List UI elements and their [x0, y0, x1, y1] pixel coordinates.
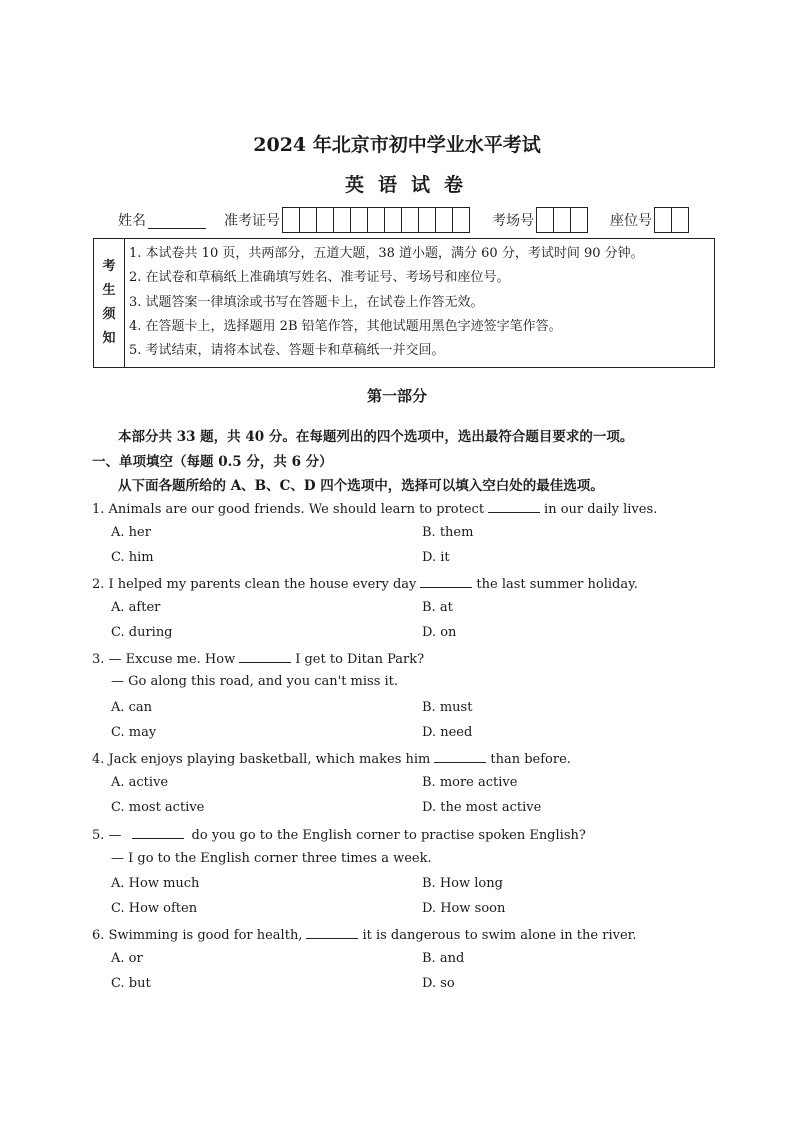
option-c: C. most active	[111, 800, 205, 815]
option-d: D. the most active	[422, 800, 542, 815]
answer-blank	[239, 650, 291, 663]
option-a: A. or	[111, 951, 143, 966]
option-b: B. at	[422, 600, 453, 615]
question-stem: 6. Swimming is good for health, it is dangerous to swim alone in the river.	[92, 928, 637, 943]
exam-number-boxes[interactable]	[282, 207, 470, 233]
question-stem: 2. I helped my parents clean the house every day the last summer holiday.	[92, 577, 638, 592]
answer-blank	[488, 500, 540, 513]
candidate-notice-box	[93, 238, 715, 368]
option-a: A. after	[111, 600, 161, 615]
option-c: C. during	[111, 625, 173, 640]
option-d: D. it	[422, 550, 450, 565]
answer-blank	[420, 575, 472, 588]
option-b: B. must	[422, 700, 473, 715]
question-stem: 1. Animals are our good friends. We should learn to protect in our daily lives.	[92, 502, 658, 517]
part-title: 一、单项填空（每题 0.5 分，共 6 分）	[92, 454, 333, 470]
option-d: D. need	[422, 725, 473, 740]
notice-side-label: 考 生 须 知	[94, 239, 125, 367]
exam-room-boxes[interactable]	[536, 207, 588, 233]
notice-item: 3. 试题答案一律填涂或书写在答题卡上，在试卷上作答无效。	[129, 294, 484, 310]
seat-number-label: 座位号	[610, 213, 652, 229]
exam-room-label: 考场号	[492, 213, 534, 229]
question-stem: 4. Jack enjoys playing basketball, which makes him than before.	[92, 752, 571, 767]
paper-subtitle: 英语试卷	[344, 174, 477, 196]
option-d: D. on	[422, 625, 457, 640]
option-c: C. him	[111, 550, 154, 565]
exam-number-label: 准考证号	[224, 213, 280, 229]
option-b: B. them	[422, 525, 474, 540]
option-b: B. How long	[422, 876, 503, 891]
option-d: D. How soon	[422, 901, 506, 916]
part-instruction: 从下面各题所给的 A、B、C、D 四个选项中，选择可以填入空白处的最佳选项。	[118, 478, 604, 494]
option-a: A. her	[111, 525, 151, 540]
dialogue-reply: — Go along this road, and you can't miss it.	[111, 674, 399, 689]
option-b: B. more active	[422, 775, 518, 790]
option-c: C. but	[111, 976, 151, 991]
notice-item: 2. 在试卷和草稿纸上准确填写姓名、准考证号、考场号和座位号。	[129, 270, 510, 286]
notice-item: 5. 考试结束，请将本试卷、答题卡和草稿纸一并交回。	[129, 343, 445, 359]
name-field[interactable]	[148, 212, 206, 229]
exam-title: 2024 年北京市初中学业水平考试	[253, 134, 541, 156]
name-label: 姓名	[118, 213, 146, 229]
notice-item: 4. 在答题卡上，选择题用 2B 铅笔作答，其他试题用黑色字迹签字笔作答。	[129, 318, 562, 334]
option-c: C. may	[111, 725, 157, 740]
option-a: A. How much	[111, 876, 200, 891]
option-a: A. active	[111, 775, 169, 790]
option-b: B. and	[422, 951, 465, 966]
question-stem: 5. — do you go to the English corner to practise spoken English?	[92, 828, 586, 843]
answer-blank	[434, 750, 486, 763]
notice-item: 1. 本试卷共 10 页，共两部分，五道大题，38 道小题，满分 60 分，考试时间 90 分钟。	[129, 246, 644, 261]
option-c: C. How often	[111, 901, 198, 916]
question-stem: 3. — Excuse me. How I get to Ditan Park?	[92, 652, 425, 667]
option-d: D. so	[422, 976, 455, 991]
notice-list	[125, 239, 714, 367]
section-intro: 本部分共 33 题，共 40 分。在每题列出的四个选项中，选出最符合题目要求的一项。	[118, 429, 634, 445]
section-heading: 第一部分	[366, 387, 427, 405]
answer-blank	[306, 926, 358, 939]
candidate-info-row	[118, 207, 689, 233]
dialogue-reply: — I go to the English corner three times a week.	[111, 851, 432, 866]
option-a: A. can	[111, 700, 153, 715]
answer-blank	[132, 826, 184, 839]
seat-number-boxes[interactable]	[654, 207, 689, 233]
